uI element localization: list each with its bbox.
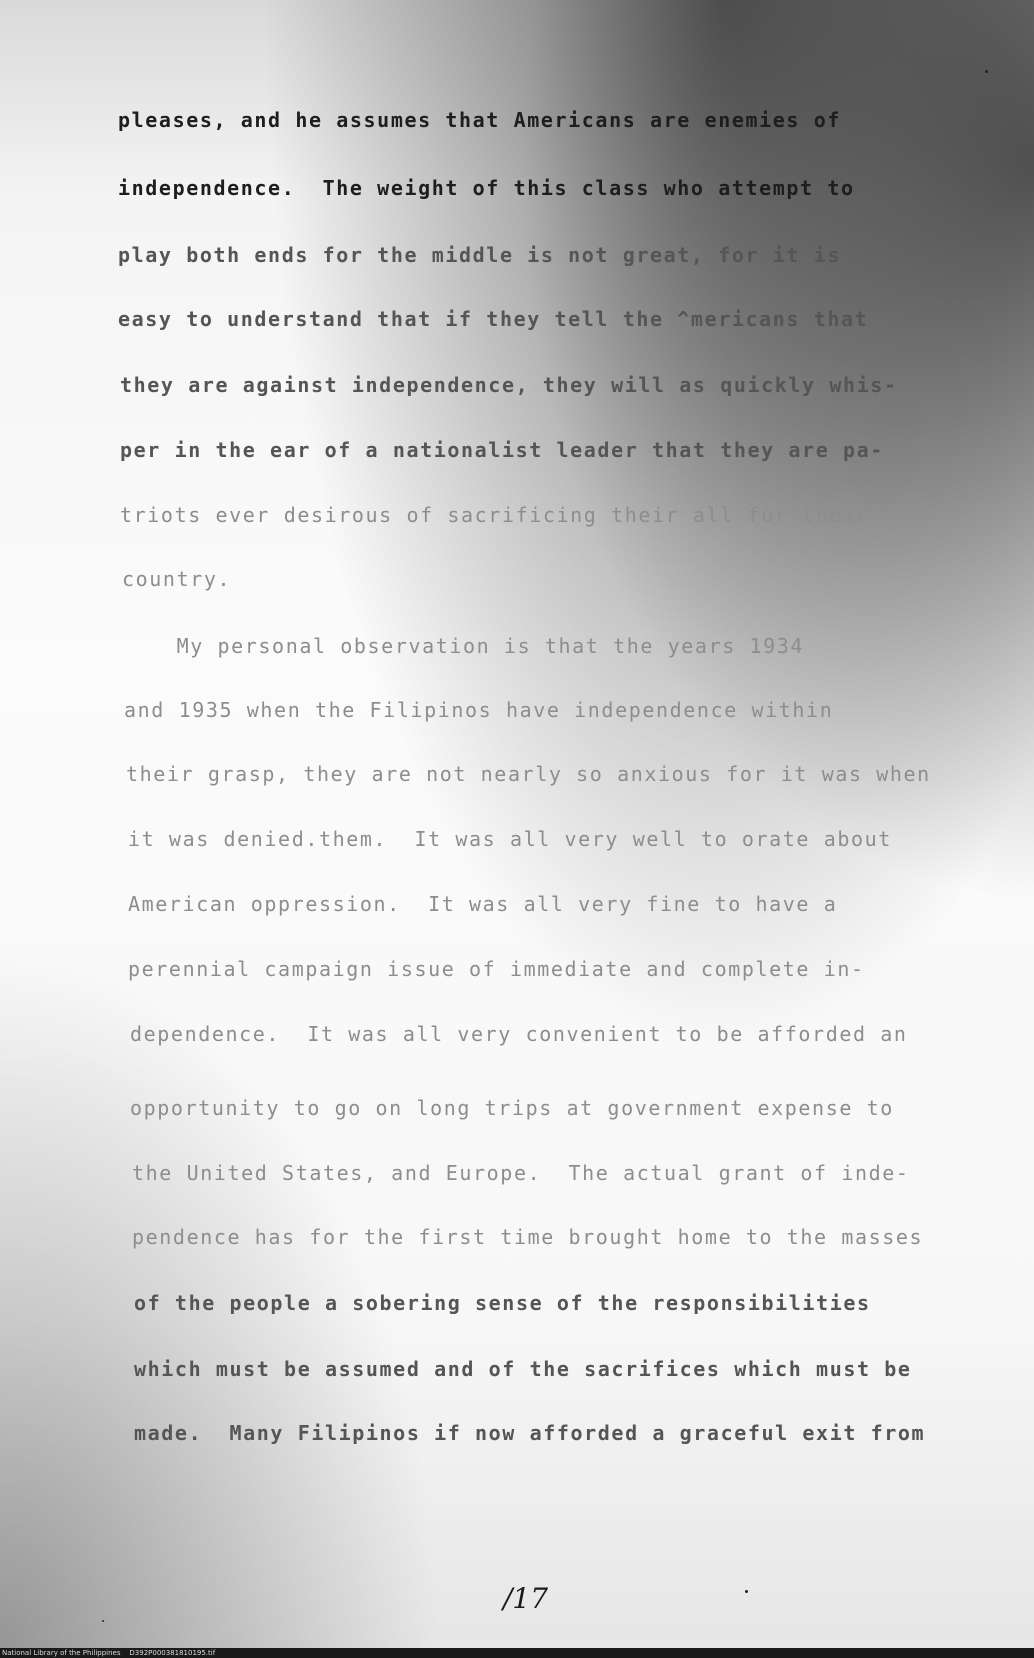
text-line: pendence has for the first time brought home to the masses <box>132 1225 924 1249</box>
dust-speck <box>985 70 988 73</box>
text-line: country. <box>122 567 232 591</box>
text-line: of the people a sobering sense of the responsibilities <box>134 1291 871 1315</box>
text-line: and 1935 when the Filipinos have independence within <box>124 698 834 722</box>
text-line: triots ever desirous of sacrificing their all for their <box>120 503 871 527</box>
page-number: /17 <box>503 1582 549 1615</box>
text-line: which must be assumed and of the sacrifices which must be <box>134 1357 912 1381</box>
text-line: pleases, and he assumes that Americans are enemies of <box>118 108 841 132</box>
text-line: easy to understand that if they tell the ^mericans that <box>118 307 869 331</box>
text-line: independence. The weight of this class who attempt to <box>118 176 855 200</box>
text-line: dependence. It was all very convenient to be afforded an <box>130 1022 908 1046</box>
text-line: play both ends for the middle is not great, for it is <box>118 243 841 267</box>
text-line: it was denied.them. It was all very well to orate about <box>128 827 892 851</box>
dust-speck <box>102 1620 104 1622</box>
text-line: My personal observation is that the years 1934 <box>122 634 805 658</box>
text-line: perennial campaign issue of immediate and complete in- <box>128 957 865 981</box>
text-line: American oppression. It was all very fine to have a <box>128 892 838 916</box>
text-line: per in the ear of a nationalist leader that they are pa- <box>120 438 884 462</box>
dust-speck <box>745 1590 748 1593</box>
text-line: opportunity to go on long trips at government expense to <box>130 1096 894 1120</box>
text-line: the United States, and Europe. The actual grant of inde- <box>132 1161 910 1185</box>
text-line: their grasp, they are not nearly so anxious for it was when <box>126 762 931 786</box>
text-line: they are against independence, they will as quickly whis- <box>120 373 898 397</box>
text-line: made. Many Filipinos if now afforded a graceful exit from <box>134 1421 926 1445</box>
footer-caption: National Library of the Philippines D392P000381810195.tif <box>2 1649 216 1657</box>
